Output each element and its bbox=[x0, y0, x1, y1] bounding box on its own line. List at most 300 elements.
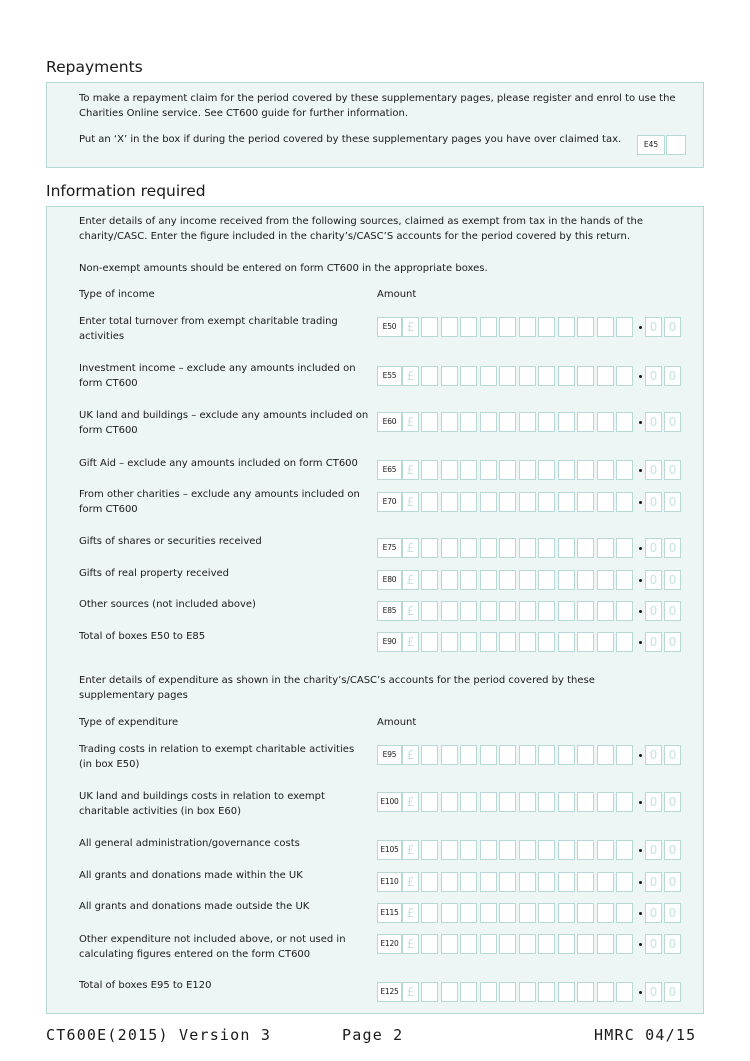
pounds-digit-box[interactable] bbox=[577, 601, 594, 621]
pounds-digit-box[interactable] bbox=[558, 460, 575, 480]
decimal-point bbox=[639, 849, 642, 852]
decimal-point bbox=[639, 469, 642, 472]
pounds-digit-box[interactable] bbox=[558, 317, 575, 337]
amount-field bbox=[377, 570, 683, 590]
pounds-digit-box[interactable] bbox=[577, 460, 594, 480]
pounds-digit-box[interactable] bbox=[519, 934, 536, 954]
pounds-digit-box[interactable] bbox=[460, 745, 477, 765]
box-code: E100 bbox=[377, 792, 402, 812]
pence-digit-box[interactable]: 0 bbox=[645, 601, 662, 621]
pounds-digit-box[interactable] bbox=[480, 601, 497, 621]
pence-digit-box[interactable]: 0 bbox=[664, 570, 681, 590]
expenditure-amount-header: Amount bbox=[377, 717, 417, 728]
pence-digit-box[interactable]: 0 bbox=[664, 412, 681, 432]
page-number: Page 2 bbox=[342, 1026, 404, 1044]
pounds-digit-box[interactable] bbox=[441, 872, 458, 892]
pounds-digit-box[interactable] bbox=[421, 840, 438, 860]
currency-symbol: £ bbox=[402, 745, 419, 765]
pounds-digit-box[interactable] bbox=[480, 570, 497, 590]
amount-field bbox=[377, 840, 683, 860]
pence-digit-box[interactable]: 0 bbox=[664, 745, 681, 765]
pounds-digit-box[interactable] bbox=[460, 903, 477, 923]
amount-field bbox=[377, 982, 683, 1002]
currency-symbol: £ bbox=[402, 840, 419, 860]
pounds-digit-box[interactable] bbox=[480, 632, 497, 652]
pounds-digit-box[interactable] bbox=[597, 934, 614, 954]
pounds-digit-box[interactable] bbox=[480, 934, 497, 954]
pence-digit-box[interactable]: 0 bbox=[664, 317, 681, 337]
pounds-digit-box[interactable] bbox=[577, 492, 594, 512]
amount-field bbox=[377, 934, 683, 954]
pence-digit-box[interactable]: 0 bbox=[645, 840, 662, 860]
currency-symbol: £ bbox=[402, 872, 419, 892]
amount-field bbox=[377, 492, 683, 512]
repayments-title: Repayments bbox=[46, 58, 143, 76]
pounds-digit-box[interactable] bbox=[441, 538, 458, 558]
row-label: Trading costs in relation to exempt charitable activities (in box E50) bbox=[79, 744, 355, 770]
pounds-digit-box[interactable] bbox=[616, 934, 633, 954]
repayments-panel bbox=[46, 82, 704, 168]
box-code: E75 bbox=[377, 538, 402, 558]
currency-symbol: £ bbox=[402, 366, 419, 386]
pounds-digit-box[interactable] bbox=[421, 538, 438, 558]
decimal-point bbox=[639, 610, 642, 613]
pounds-digit-box[interactable] bbox=[519, 903, 536, 923]
decimal-point bbox=[639, 421, 642, 424]
box-code: E125 bbox=[377, 982, 402, 1002]
pounds-digit-box[interactable] bbox=[538, 632, 555, 652]
pounds-digit-box[interactable] bbox=[480, 366, 497, 386]
pounds-digit-box[interactable] bbox=[460, 317, 477, 337]
pounds-digit-box[interactable] bbox=[460, 632, 477, 652]
pounds-digit-box[interactable] bbox=[616, 745, 633, 765]
pounds-digit-box[interactable] bbox=[577, 840, 594, 860]
pounds-digit-box[interactable] bbox=[597, 601, 614, 621]
currency-symbol: £ bbox=[402, 632, 419, 652]
pounds-digit-box[interactable] bbox=[597, 570, 614, 590]
pounds-digit-box[interactable] bbox=[480, 412, 497, 432]
row-label: All general administration/governance costs bbox=[79, 838, 300, 849]
pounds-digit-box[interactable] bbox=[441, 934, 458, 954]
pounds-digit-box[interactable] bbox=[519, 632, 536, 652]
box-code: E60 bbox=[377, 412, 402, 432]
pounds-digit-box[interactable] bbox=[499, 632, 516, 652]
pounds-digit-box[interactable] bbox=[538, 412, 555, 432]
decimal-point bbox=[639, 547, 642, 550]
pounds-digit-box[interactable] bbox=[421, 570, 438, 590]
currency-symbol: £ bbox=[402, 492, 419, 512]
decimal-point bbox=[639, 501, 642, 504]
box-code: E120 bbox=[377, 934, 402, 954]
currency-symbol: £ bbox=[402, 570, 419, 590]
currency-symbol: £ bbox=[402, 317, 419, 337]
pence-digit-box[interactable]: 0 bbox=[664, 903, 681, 923]
pounds-digit-box[interactable] bbox=[441, 570, 458, 590]
pounds-digit-box[interactable] bbox=[597, 903, 614, 923]
pounds-digit-box[interactable] bbox=[499, 903, 516, 923]
pounds-digit-box[interactable] bbox=[421, 872, 438, 892]
pounds-digit-box[interactable] bbox=[577, 745, 594, 765]
pounds-digit-box[interactable] bbox=[538, 317, 555, 337]
row-label: Gifts of real property received bbox=[79, 568, 230, 579]
decimal-point bbox=[639, 943, 642, 946]
pounds-digit-box[interactable] bbox=[460, 982, 477, 1002]
pounds-digit-box[interactable] bbox=[538, 903, 555, 923]
box-code-e45: E45 bbox=[637, 135, 665, 155]
pounds-digit-box[interactable] bbox=[558, 903, 575, 923]
pence-digit-box[interactable]: 0 bbox=[645, 366, 662, 386]
pounds-digit-box[interactable] bbox=[558, 570, 575, 590]
pounds-digit-box[interactable] bbox=[558, 538, 575, 558]
pence-digit-box[interactable]: 0 bbox=[645, 317, 662, 337]
box-code: E90 bbox=[377, 632, 402, 652]
pounds-digit-box[interactable] bbox=[597, 745, 614, 765]
pounds-digit-box[interactable] bbox=[480, 460, 497, 480]
row-label: UK land and buildings – exclude any amounts included on form CT600 bbox=[79, 410, 369, 436]
pounds-digit-box[interactable] bbox=[460, 366, 477, 386]
pounds-digit-box[interactable] bbox=[441, 903, 458, 923]
pounds-digit-box[interactable] bbox=[460, 934, 477, 954]
pounds-digit-box[interactable] bbox=[421, 792, 438, 812]
pounds-digit-box[interactable] bbox=[441, 460, 458, 480]
pounds-digit-box[interactable] bbox=[577, 934, 594, 954]
pounds-digit-box[interactable] bbox=[519, 570, 536, 590]
pounds-digit-box[interactable] bbox=[577, 570, 594, 590]
pence-digit-box[interactable]: 0 bbox=[664, 632, 681, 652]
pence-digit-box[interactable]: 0 bbox=[645, 903, 662, 923]
income-amount-header: Amount bbox=[377, 289, 417, 300]
row-label: Investment income – exclude any amounts included on form CT600 bbox=[79, 363, 356, 389]
pounds-digit-box[interactable] bbox=[616, 570, 633, 590]
currency-symbol: £ bbox=[402, 982, 419, 1002]
pounds-digit-box[interactable] bbox=[460, 570, 477, 590]
overclaim-checkbox[interactable] bbox=[666, 135, 686, 155]
amount-field bbox=[377, 601, 683, 621]
pounds-digit-box[interactable] bbox=[460, 601, 477, 621]
pounds-digit-box[interactable] bbox=[558, 982, 575, 1002]
pounds-digit-box[interactable] bbox=[538, 460, 555, 480]
pounds-digit-box[interactable] bbox=[616, 872, 633, 892]
pence-digit-box[interactable]: 0 bbox=[664, 840, 681, 860]
pounds-digit-box[interactable] bbox=[616, 317, 633, 337]
pounds-digit-box[interactable] bbox=[597, 412, 614, 432]
row-label: All grants and donations made outside the UK bbox=[79, 901, 310, 912]
pounds-digit-box[interactable] bbox=[421, 601, 438, 621]
box-code: E50 bbox=[377, 317, 402, 337]
pounds-digit-box[interactable] bbox=[519, 366, 536, 386]
currency-symbol: £ bbox=[402, 601, 419, 621]
pounds-digit-box[interactable] bbox=[421, 632, 438, 652]
pounds-digit-box[interactable] bbox=[441, 412, 458, 432]
pounds-digit-box[interactable] bbox=[480, 903, 497, 923]
pounds-digit-box[interactable] bbox=[577, 632, 594, 652]
pounds-digit-box[interactable] bbox=[538, 570, 555, 590]
pounds-digit-box[interactable] bbox=[616, 982, 633, 1002]
pounds-digit-box[interactable] bbox=[577, 872, 594, 892]
pounds-digit-box[interactable] bbox=[480, 317, 497, 337]
pounds-digit-box[interactable] bbox=[616, 792, 633, 812]
pounds-digit-box[interactable] bbox=[499, 412, 516, 432]
pounds-digit-box[interactable] bbox=[519, 538, 536, 558]
form-revision: HMRC 04/15 bbox=[594, 1026, 697, 1044]
row-label: Total of boxes E95 to E120 bbox=[79, 980, 212, 991]
expenditure-intro: Enter details of expenditure as shown in the charity’s/CASC’s accounts for the period covered by these supplementary pages bbox=[79, 675, 595, 701]
row-label: Enter total turnover from exempt charitable trading activities bbox=[79, 316, 338, 342]
pounds-digit-box[interactable] bbox=[519, 412, 536, 432]
income-intro: Enter details of any income received from the following sources, claimed as exempt from tax in the hands of the charity/CASC. Enter the figure included in the charity’s/CASC’S accounts for the period covered by this return. bbox=[79, 216, 644, 242]
pence-digit-box[interactable]: 0 bbox=[664, 492, 681, 512]
pounds-digit-box[interactable] bbox=[538, 366, 555, 386]
information-panel bbox=[46, 206, 704, 1014]
pounds-digit-box[interactable] bbox=[577, 412, 594, 432]
pence-digit-box[interactable]: 0 bbox=[645, 538, 662, 558]
pence-digit-box[interactable]: 0 bbox=[664, 366, 681, 386]
pounds-digit-box[interactable] bbox=[460, 412, 477, 432]
pounds-digit-box[interactable] bbox=[558, 366, 575, 386]
pounds-digit-box[interactable] bbox=[441, 317, 458, 337]
pounds-digit-box[interactable] bbox=[441, 366, 458, 386]
form-id: CT600E(2015) Version 3 bbox=[46, 1026, 272, 1044]
pounds-digit-box[interactable] bbox=[558, 412, 575, 432]
pounds-digit-box[interactable] bbox=[538, 492, 555, 512]
pounds-digit-box[interactable] bbox=[597, 792, 614, 812]
pounds-digit-box[interactable] bbox=[460, 792, 477, 812]
pounds-digit-box[interactable] bbox=[616, 366, 633, 386]
pounds-digit-box[interactable] bbox=[499, 840, 516, 860]
pounds-digit-box[interactable] bbox=[499, 792, 516, 812]
pounds-digit-box[interactable] bbox=[441, 745, 458, 765]
pounds-digit-box[interactable] bbox=[577, 792, 594, 812]
pounds-digit-box[interactable] bbox=[441, 492, 458, 512]
information-required-title: Information required bbox=[46, 182, 206, 200]
currency-symbol: £ bbox=[402, 538, 419, 558]
pounds-digit-box[interactable] bbox=[538, 982, 555, 1002]
pounds-digit-box[interactable] bbox=[577, 366, 594, 386]
pounds-digit-box[interactable] bbox=[519, 792, 536, 812]
pounds-digit-box[interactable] bbox=[597, 460, 614, 480]
box-code: E80 bbox=[377, 570, 402, 590]
pounds-digit-box[interactable] bbox=[597, 317, 614, 337]
pounds-digit-box[interactable] bbox=[538, 792, 555, 812]
pounds-digit-box[interactable] bbox=[616, 632, 633, 652]
box-code: E95 bbox=[377, 745, 402, 765]
pounds-digit-box[interactable] bbox=[597, 872, 614, 892]
box-code: E110 bbox=[377, 872, 402, 892]
pence-digit-box[interactable]: 0 bbox=[645, 745, 662, 765]
pounds-digit-box[interactable] bbox=[519, 317, 536, 337]
pounds-digit-box[interactable] bbox=[499, 366, 516, 386]
pounds-digit-box[interactable] bbox=[616, 492, 633, 512]
pounds-digit-box[interactable] bbox=[499, 934, 516, 954]
pounds-digit-box[interactable] bbox=[558, 872, 575, 892]
pounds-digit-box[interactable] bbox=[597, 840, 614, 860]
pounds-digit-box[interactable] bbox=[499, 601, 516, 621]
pounds-digit-box[interactable] bbox=[538, 872, 555, 892]
pence-digit-box[interactable]: 0 bbox=[664, 460, 681, 480]
pounds-digit-box[interactable] bbox=[597, 492, 614, 512]
pence-digit-box[interactable]: 0 bbox=[664, 601, 681, 621]
pounds-digit-box[interactable] bbox=[597, 982, 614, 1002]
pounds-digit-box[interactable] bbox=[421, 460, 438, 480]
amount-field bbox=[377, 366, 683, 386]
amount-field bbox=[377, 903, 683, 923]
pounds-digit-box[interactable] bbox=[480, 792, 497, 812]
pounds-digit-box[interactable] bbox=[421, 934, 438, 954]
pence-digit-box[interactable]: 0 bbox=[664, 934, 681, 954]
box-code: E105 bbox=[377, 840, 402, 860]
pounds-digit-box[interactable] bbox=[558, 792, 575, 812]
pounds-digit-box[interactable] bbox=[616, 412, 633, 432]
box-code: E55 bbox=[377, 366, 402, 386]
row-label: Total of boxes E50 to E85 bbox=[79, 631, 206, 642]
amount-field bbox=[377, 317, 683, 337]
row-label: Gifts of shares or securities received bbox=[79, 536, 262, 547]
pence-digit-box[interactable]: 0 bbox=[664, 982, 681, 1002]
pounds-digit-box[interactable] bbox=[499, 460, 516, 480]
row-label: From other charities – exclude any amounts included on form CT600 bbox=[79, 489, 360, 515]
pounds-digit-box[interactable] bbox=[577, 538, 594, 558]
pounds-digit-box[interactable] bbox=[499, 872, 516, 892]
pounds-digit-box[interactable] bbox=[480, 492, 497, 512]
pounds-digit-box[interactable] bbox=[499, 317, 516, 337]
amount-field bbox=[377, 412, 683, 432]
pounds-digit-box[interactable] bbox=[480, 840, 497, 860]
pounds-digit-box[interactable] bbox=[558, 632, 575, 652]
pounds-digit-box[interactable] bbox=[421, 745, 438, 765]
pounds-digit-box[interactable] bbox=[460, 538, 477, 558]
currency-symbol: £ bbox=[402, 412, 419, 432]
expenditure-type-header: Type of expenditure bbox=[79, 717, 179, 728]
pounds-digit-box[interactable] bbox=[597, 538, 614, 558]
pounds-digit-box[interactable] bbox=[558, 745, 575, 765]
pounds-digit-box[interactable] bbox=[558, 492, 575, 512]
decimal-point bbox=[639, 991, 642, 994]
pounds-digit-box[interactable] bbox=[597, 366, 614, 386]
pounds-digit-box[interactable] bbox=[577, 317, 594, 337]
amount-field bbox=[377, 538, 683, 558]
row-label: Gift Aid – exclude any amounts included on form CT600 bbox=[79, 458, 358, 469]
pence-digit-box[interactable]: 0 bbox=[645, 632, 662, 652]
pounds-digit-box[interactable] bbox=[499, 570, 516, 590]
pounds-digit-box[interactable] bbox=[499, 538, 516, 558]
pounds-digit-box[interactable] bbox=[441, 601, 458, 621]
pounds-digit-box[interactable] bbox=[519, 492, 536, 512]
pounds-digit-box[interactable] bbox=[538, 745, 555, 765]
pounds-digit-box[interactable] bbox=[538, 538, 555, 558]
decimal-point bbox=[639, 754, 642, 757]
pounds-digit-box[interactable] bbox=[441, 982, 458, 1002]
row-label: UK land and buildings costs in relation to exempt charitable activities (in box E60) bbox=[79, 791, 325, 817]
decimal-point bbox=[639, 881, 642, 884]
decimal-point bbox=[639, 579, 642, 582]
box-code: E70 bbox=[377, 492, 402, 512]
pounds-digit-box[interactable] bbox=[577, 903, 594, 923]
pounds-digit-box[interactable] bbox=[499, 745, 516, 765]
currency-symbol: £ bbox=[402, 792, 419, 812]
pounds-digit-box[interactable] bbox=[538, 934, 555, 954]
pence-digit-box[interactable]: 0 bbox=[645, 982, 662, 1002]
pence-digit-box[interactable]: 0 bbox=[664, 792, 681, 812]
row-label: All grants and donations made within the UK bbox=[79, 870, 303, 881]
pounds-digit-box[interactable] bbox=[441, 840, 458, 860]
pounds-digit-box[interactable] bbox=[460, 872, 477, 892]
amount-field bbox=[377, 460, 683, 480]
pounds-digit-box[interactable] bbox=[558, 934, 575, 954]
decimal-point bbox=[639, 912, 642, 915]
pounds-digit-box[interactable] bbox=[558, 840, 575, 860]
pence-digit-box[interactable]: 0 bbox=[645, 934, 662, 954]
pounds-digit-box[interactable] bbox=[558, 601, 575, 621]
pounds-digit-box[interactable] bbox=[616, 460, 633, 480]
pounds-digit-box[interactable] bbox=[421, 412, 438, 432]
pounds-digit-box[interactable] bbox=[616, 538, 633, 558]
pounds-digit-box[interactable] bbox=[441, 792, 458, 812]
pence-digit-box[interactable]: 0 bbox=[645, 412, 662, 432]
pounds-digit-box[interactable] bbox=[499, 492, 516, 512]
pence-digit-box[interactable]: 0 bbox=[664, 872, 681, 892]
pence-digit-box[interactable]: 0 bbox=[645, 460, 662, 480]
decimal-point bbox=[639, 641, 642, 644]
pounds-digit-box[interactable] bbox=[519, 601, 536, 621]
pounds-digit-box[interactable] bbox=[480, 538, 497, 558]
pounds-digit-box[interactable] bbox=[499, 982, 516, 1002]
row-label: Other expenditure not included above, or not used in calculating figures entered on the form CT600 bbox=[79, 934, 346, 960]
row-label: Other sources (not included above) bbox=[79, 599, 256, 610]
pounds-digit-box[interactable] bbox=[538, 601, 555, 621]
pounds-digit-box[interactable] bbox=[616, 903, 633, 923]
currency-symbol: £ bbox=[402, 934, 419, 954]
box-code: E65 bbox=[377, 460, 402, 480]
pounds-digit-box[interactable] bbox=[421, 982, 438, 1002]
pounds-digit-box[interactable] bbox=[421, 366, 438, 386]
pounds-digit-box[interactable] bbox=[519, 840, 536, 860]
income-type-header: Type of income bbox=[79, 289, 155, 300]
box-code: E85 bbox=[377, 601, 402, 621]
amount-field bbox=[377, 632, 683, 652]
repayments-intro: To make a repayment claim for the period covered by these supplementary pages, please register and enrol to use the Charities Online service. See CT600 guide for further information. bbox=[79, 93, 676, 119]
pounds-digit-box[interactable] bbox=[460, 492, 477, 512]
pounds-digit-box[interactable] bbox=[460, 460, 477, 480]
pence-digit-box[interactable]: 0 bbox=[645, 492, 662, 512]
pounds-digit-box[interactable] bbox=[421, 492, 438, 512]
pence-digit-box[interactable]: 0 bbox=[645, 792, 662, 812]
pounds-digit-box[interactable] bbox=[441, 632, 458, 652]
pounds-digit-box[interactable] bbox=[577, 982, 594, 1002]
pounds-digit-box[interactable] bbox=[480, 982, 497, 1002]
box-code: E115 bbox=[377, 903, 402, 923]
decimal-point bbox=[639, 326, 642, 329]
pence-digit-box[interactable]: 0 bbox=[645, 570, 662, 590]
pounds-digit-box[interactable] bbox=[519, 982, 536, 1002]
pounds-digit-box[interactable] bbox=[421, 903, 438, 923]
pounds-digit-box[interactable] bbox=[519, 745, 536, 765]
pounds-digit-box[interactable] bbox=[480, 745, 497, 765]
pence-digit-box[interactable]: 0 bbox=[664, 538, 681, 558]
pounds-digit-box[interactable] bbox=[519, 872, 536, 892]
pounds-digit-box[interactable] bbox=[480, 872, 497, 892]
pounds-digit-box[interactable] bbox=[538, 840, 555, 860]
non-exempt-note: Non-exempt amounts should be entered on form CT600 in the appropriate boxes. bbox=[79, 263, 488, 274]
pounds-digit-box[interactable] bbox=[597, 632, 614, 652]
pounds-digit-box[interactable] bbox=[460, 840, 477, 860]
pounds-digit-box[interactable] bbox=[616, 840, 633, 860]
currency-symbol: £ bbox=[402, 460, 419, 480]
pounds-digit-box[interactable] bbox=[616, 601, 633, 621]
pence-digit-box[interactable]: 0 bbox=[645, 872, 662, 892]
pounds-digit-box[interactable] bbox=[421, 317, 438, 337]
amount-field bbox=[377, 745, 683, 765]
pounds-digit-box[interactable] bbox=[519, 460, 536, 480]
